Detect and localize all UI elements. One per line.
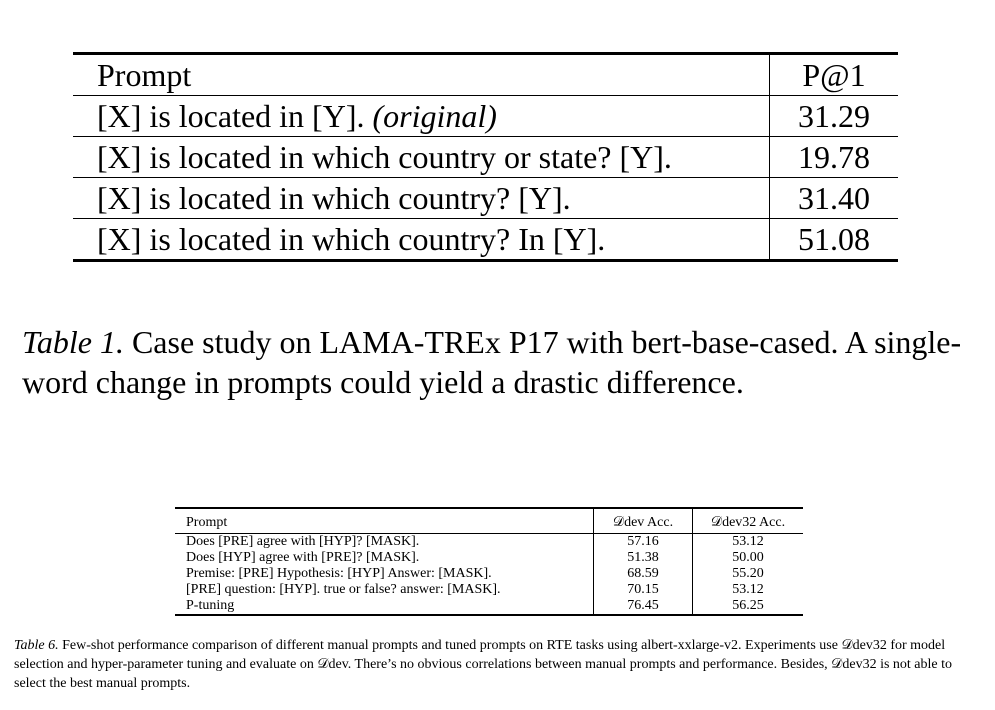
- table-1-original-note: (original): [372, 98, 497, 134]
- table-6-row: [175, 598, 803, 615]
- table-6: [175, 507, 803, 616]
- table-6-prompt-cell: [PRE] question: [HYP]. true or false? answer: [MASK].: [175, 582, 594, 598]
- table-1-prompt-cell: [X] is located in which country or state? [Y].: [73, 137, 770, 178]
- table-1-prompt-text: [X] is located in [Y].: [97, 98, 365, 134]
- table-6-dev-cell: 76.45: [594, 598, 693, 615]
- table-1-value-cell: 19.78: [770, 137, 899, 178]
- table-6-row: [175, 534, 803, 551]
- table-1-header-prompt: Prompt: [73, 54, 770, 96]
- table-6-header-dev32-acc: 𝒟dev32 Acc.: [693, 508, 804, 534]
- table-1-value-cell: 31.29: [770, 96, 899, 137]
- table-6-prompt-cell: Premise: [PRE] Hypothesis: [HYP] Answer: [MASK].: [175, 566, 594, 582]
- table-6-dev-cell: 57.16: [594, 534, 693, 551]
- table-6-dev32-cell: 55.20: [732, 566, 764, 581]
- table-1-value-cell: 31.40: [770, 178, 899, 219]
- table-6-row: [175, 566, 803, 582]
- table-6-caption-label: Table 6.: [14, 638, 59, 653]
- table-6-caption: [14, 636, 984, 693]
- table-6-dev32-cell: 53.12: [732, 534, 764, 549]
- table-1-prompt-cell: [X] is located in which country? [Y].: [73, 178, 770, 219]
- table-1-caption: [22, 322, 982, 402]
- table-1-row: [73, 96, 898, 137]
- table-6-dev-cell: 70.15: [594, 582, 693, 598]
- table-1-caption-label: Table 1.: [22, 324, 124, 360]
- table-1-row: [73, 178, 898, 219]
- table-1-header-row: [73, 54, 898, 96]
- table-6-caption-text: Few-shot performance comparison of different manual prompts and tuned prompts on RTE tasks using albert-xxlarge-v2. Experiments use 𝒟dev32 for model selection and hyper-parameter tuning and evaluate on 𝒟dev. There’s no obvious correlations between manual prompts and performance. Besides, 𝒟dev32 is not able to select the best manual prompts.: [14, 638, 952, 691]
- table-6-header-dev-acc: 𝒟dev Acc.: [594, 508, 693, 534]
- table-6-row: [175, 550, 803, 566]
- table-1-prompt-cell: [X] is located in which country? In [Y].: [73, 219, 770, 261]
- table-6-dev-cell: 68.59: [594, 566, 693, 582]
- table-6-dev-cell: 51.38: [594, 550, 693, 566]
- table-6-header-prompt: Prompt: [175, 508, 594, 534]
- table-1: [73, 52, 898, 262]
- table-1-caption-text: Case study on LAMA-TREx P17 with bert-base-cased. A single-word change in prompts could yield a drastic difference.: [22, 324, 962, 400]
- table-6-dev32-cell: 50.00: [732, 550, 764, 565]
- table-1-row: [73, 137, 898, 178]
- table-1-header-p-at-1: P@1: [802, 57, 866, 93]
- table-6-dev32-cell: 53.12: [732, 582, 764, 597]
- table-6-header-row: [175, 508, 803, 534]
- table-1-value-cell: 51.08: [770, 219, 899, 261]
- table-6-prompt-cell: Does [HYP] agree with [PRE]? [MASK].: [175, 550, 594, 566]
- table-1-row: [73, 219, 898, 261]
- table-6-prompt-cell: Does [PRE] agree with [HYP]? [MASK].: [175, 534, 594, 551]
- table-6-dev32-cell: 56.25: [732, 598, 764, 613]
- table-1-prompt-cell: [73, 96, 770, 137]
- table-6-prompt-cell: P-tuning: [175, 598, 594, 615]
- table-6-row: [175, 582, 803, 598]
